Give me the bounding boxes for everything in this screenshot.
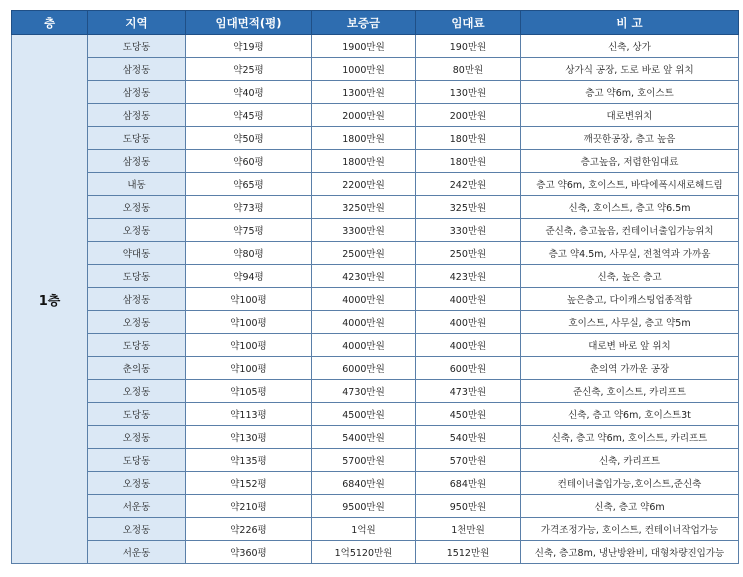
table-row xyxy=(12,541,739,564)
note-cell: 깨끗한공장, 층고 높음 xyxy=(521,127,739,150)
table-row xyxy=(12,242,739,265)
region-cell: 내동 xyxy=(88,173,186,196)
area-cell: 약94평 xyxy=(186,265,312,288)
floor-cell: 1층 xyxy=(12,35,88,564)
table-row xyxy=(12,518,739,541)
deposit-cell: 1900만원 xyxy=(312,35,416,58)
table-row xyxy=(12,150,739,173)
note-cell: 층고 약6m, 호이스트 xyxy=(521,81,739,104)
region-cell: 도당동 xyxy=(88,403,186,426)
note-cell: 대로변 바로 앞 위치 xyxy=(521,334,739,357)
area-cell: 약100평 xyxy=(186,288,312,311)
rent-cell: 684만원 xyxy=(416,472,521,495)
area-cell: 약65평 xyxy=(186,173,312,196)
region-cell: 오정동 xyxy=(88,380,186,403)
area-cell: 약130평 xyxy=(186,426,312,449)
area-cell: 약73평 xyxy=(186,196,312,219)
note-cell: 신축, 상가 xyxy=(521,35,739,58)
deposit-cell: 5400만원 xyxy=(312,426,416,449)
table-row xyxy=(12,472,739,495)
deposit-cell: 4000만원 xyxy=(312,288,416,311)
note-cell: 신축, 카리프트 xyxy=(521,449,739,472)
area-cell: 약45평 xyxy=(186,104,312,127)
region-cell: 오정동 xyxy=(88,426,186,449)
rent-cell: 130만원 xyxy=(416,81,521,104)
area-cell: 약113평 xyxy=(186,403,312,426)
deposit-cell: 4000만원 xyxy=(312,334,416,357)
rent-cell: 180만원 xyxy=(416,150,521,173)
table-row xyxy=(12,426,739,449)
rent-cell: 242만원 xyxy=(416,173,521,196)
area-cell: 약50평 xyxy=(186,127,312,150)
deposit-cell: 6000만원 xyxy=(312,357,416,380)
region-cell: 춘의동 xyxy=(88,357,186,380)
table-row xyxy=(12,288,739,311)
deposit-cell: 1800만원 xyxy=(312,150,416,173)
note-cell: 신축, 층고 약6m, 호이스트, 카리프트 xyxy=(521,426,739,449)
area-cell: 약19평 xyxy=(186,35,312,58)
region-cell: 오정동 xyxy=(88,472,186,495)
area-cell: 약100평 xyxy=(186,357,312,380)
region-cell: 오정동 xyxy=(88,196,186,219)
header-region: 지역 xyxy=(88,11,186,35)
note-cell: 상가식 공장, 도로 바로 앞 위치 xyxy=(521,58,739,81)
deposit-cell: 1억원 xyxy=(312,518,416,541)
deposit-cell: 5700만원 xyxy=(312,449,416,472)
note-cell: 층고 약4.5m, 사무실, 전철역과 가까움 xyxy=(521,242,739,265)
deposit-cell: 4230만원 xyxy=(312,265,416,288)
area-cell: 약226평 xyxy=(186,518,312,541)
deposit-cell: 1300만원 xyxy=(312,81,416,104)
table-row xyxy=(12,58,739,81)
area-cell: 약60평 xyxy=(186,150,312,173)
area-cell: 약135평 xyxy=(186,449,312,472)
rent-cell: 80만원 xyxy=(416,58,521,81)
region-cell: 도당동 xyxy=(88,449,186,472)
note-cell: 가격조정가능, 호이스트, 컨테이너작업가능 xyxy=(521,518,739,541)
note-cell: 준신축, 호이스트, 카리프트 xyxy=(521,380,739,403)
region-cell: 도당동 xyxy=(88,334,186,357)
deposit-cell: 9500만원 xyxy=(312,495,416,518)
deposit-cell: 4000만원 xyxy=(312,311,416,334)
note-cell: 호이스트, 사무실, 층고 약5m xyxy=(521,311,739,334)
table-row xyxy=(12,35,739,58)
table-row xyxy=(12,219,739,242)
table-row xyxy=(12,334,739,357)
note-cell: 층고높음, 저렴한임대료 xyxy=(521,150,739,173)
deposit-cell: 3300만원 xyxy=(312,219,416,242)
note-cell: 대로변위치 xyxy=(521,104,739,127)
table-row xyxy=(12,104,739,127)
region-cell: 오정동 xyxy=(88,219,186,242)
note-cell: 춘의역 가까운 공장 xyxy=(521,357,739,380)
rent-cell: 950만원 xyxy=(416,495,521,518)
region-cell: 도당동 xyxy=(88,35,186,58)
deposit-cell: 2200만원 xyxy=(312,173,416,196)
note-cell: 신축, 층고8m, 냉난방완비, 대형차량진입가능 xyxy=(521,541,739,564)
rent-cell: 250만원 xyxy=(416,242,521,265)
table-row xyxy=(12,127,739,150)
table-row xyxy=(12,265,739,288)
rent-cell: 400만원 xyxy=(416,334,521,357)
table-row xyxy=(12,311,739,334)
region-cell: 삼정동 xyxy=(88,150,186,173)
rent-cell: 1천만원 xyxy=(416,518,521,541)
table-row xyxy=(12,357,739,380)
header-note: 비 고 xyxy=(521,11,739,35)
region-cell: 도당동 xyxy=(88,127,186,150)
rent-cell: 325만원 xyxy=(416,196,521,219)
header-area: 임대면적(평) xyxy=(186,11,312,35)
area-cell: 약152평 xyxy=(186,472,312,495)
rent-cell: 450만원 xyxy=(416,403,521,426)
table-row xyxy=(12,403,739,426)
listing-table-container xyxy=(11,10,738,570)
area-cell: 약100평 xyxy=(186,334,312,357)
table-row xyxy=(12,173,739,196)
rent-cell: 1512만원 xyxy=(416,541,521,564)
deposit-cell: 2500만원 xyxy=(312,242,416,265)
rent-cell: 570만원 xyxy=(416,449,521,472)
table-row xyxy=(12,449,739,472)
deposit-cell: 2000만원 xyxy=(312,104,416,127)
rent-cell: 190만원 xyxy=(416,35,521,58)
listing-table xyxy=(11,10,739,564)
rent-cell: 180만원 xyxy=(416,127,521,150)
note-cell: 높은층고, 다이캐스팅업종적합 xyxy=(521,288,739,311)
note-cell: 신축, 호이스트, 층고 약6.5m xyxy=(521,196,739,219)
region-cell: 삼정동 xyxy=(88,81,186,104)
note-cell: 준신축, 층고높음, 컨테이너출입가능위치 xyxy=(521,219,739,242)
table-body xyxy=(12,35,739,564)
rent-cell: 600만원 xyxy=(416,357,521,380)
note-cell: 신축, 층고 약6m, 호이스트3t xyxy=(521,403,739,426)
region-cell: 삼정동 xyxy=(88,58,186,81)
region-cell: 삼정동 xyxy=(88,104,186,127)
deposit-cell: 4730만원 xyxy=(312,380,416,403)
rent-cell: 400만원 xyxy=(416,288,521,311)
region-cell: 오정동 xyxy=(88,311,186,334)
region-cell: 오정동 xyxy=(88,518,186,541)
area-cell: 약40평 xyxy=(186,81,312,104)
deposit-cell: 1800만원 xyxy=(312,127,416,150)
note-cell: 층고 약6m, 호이스트, 바닥에폭시새로해드림 xyxy=(521,173,739,196)
header-floor: 층 xyxy=(12,11,88,35)
region-cell: 삼정동 xyxy=(88,288,186,311)
region-cell: 도당동 xyxy=(88,265,186,288)
area-cell: 약210평 xyxy=(186,495,312,518)
area-cell: 약360평 xyxy=(186,541,312,564)
area-cell: 약80평 xyxy=(186,242,312,265)
rent-cell: 200만원 xyxy=(416,104,521,127)
region-cell: 서운동 xyxy=(88,541,186,564)
rent-cell: 423만원 xyxy=(416,265,521,288)
rent-cell: 540만원 xyxy=(416,426,521,449)
deposit-cell: 4500만원 xyxy=(312,403,416,426)
area-cell: 약75평 xyxy=(186,219,312,242)
table-row xyxy=(12,81,739,104)
table-header-row xyxy=(12,11,739,35)
area-cell: 약100평 xyxy=(186,311,312,334)
table-row xyxy=(12,380,739,403)
rent-cell: 330만원 xyxy=(416,219,521,242)
note-cell: 신축, 층고 약6m xyxy=(521,495,739,518)
region-cell: 약대동 xyxy=(88,242,186,265)
rent-cell: 400만원 xyxy=(416,311,521,334)
deposit-cell: 3250만원 xyxy=(312,196,416,219)
table-row xyxy=(12,495,739,518)
deposit-cell: 6840만원 xyxy=(312,472,416,495)
header-rent: 임대료 xyxy=(416,11,521,35)
area-cell: 약25평 xyxy=(186,58,312,81)
region-cell: 서운동 xyxy=(88,495,186,518)
note-cell: 신축, 높은 층고 xyxy=(521,265,739,288)
header-deposit: 보증금 xyxy=(312,11,416,35)
note-cell: 컨테이너출입가능,호이스트,준신축 xyxy=(521,472,739,495)
table-row xyxy=(12,196,739,219)
rent-cell: 473만원 xyxy=(416,380,521,403)
deposit-cell: 1000만원 xyxy=(312,58,416,81)
area-cell: 약105평 xyxy=(186,380,312,403)
deposit-cell: 1억5120만원 xyxy=(312,541,416,564)
